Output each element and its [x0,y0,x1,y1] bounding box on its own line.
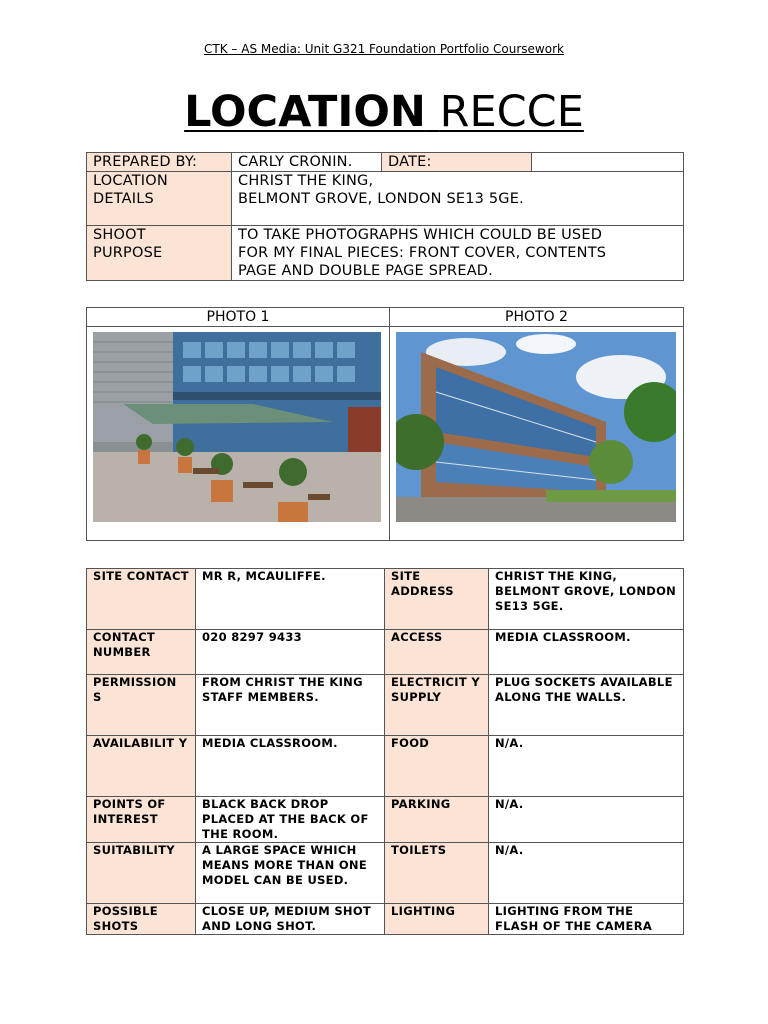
date-value [532,153,684,172]
site-contact-value: MR R, MCAULIFFE. [196,569,385,630]
lighting-value: LIGHTING FROM THE FLASH OF THE CAMERA [489,904,684,935]
permissions-value: FROM CHRIST THE KING STAFF MEMBERS. [196,675,385,736]
purpose-label-line: PURPOSE [93,245,163,261]
electricity-supply-value: PLUG SOCKETS AVAILABLE ALONG THE WALLS. [489,675,684,736]
points-of-interest-label: POINTS OF INTEREST [87,797,196,843]
points-of-interest-value: BLACK BACK DROP PLACED AT THE BACK OF THE ROOM. [196,797,385,843]
photo1-courtyard-image [93,332,381,522]
date-label: DATE: [382,153,532,172]
prepared-by-label: PREPARED BY: [87,153,232,172]
page-title [0,86,768,138]
purpose-line: PAGE AND DOUBLE PAGE SPREAD. [238,263,493,279]
prepared-by-value: CARLY CRONIN. [232,153,382,172]
food-value: N/A. [489,736,684,797]
parking-value: N/A. [489,797,684,843]
photo1-cell [87,327,390,541]
site-address-value: CHRIST THE KING, BELMONT GROVE, LONDON SE13 5GE. [489,569,684,630]
food-label: FOOD [385,736,489,797]
coursework-header: CTK – AS Media: Unit G321 Foundation Portfolio Coursework [204,42,564,56]
purpose-line: FOR MY FINAL PIECES: FRONT COVER, CONTENTS [238,245,607,261]
lighting-label: LIGHTING [385,904,489,935]
summary-table [86,152,684,281]
title-regular: RECCE [439,87,584,137]
location-details-label [87,172,232,226]
electricity-supply-label: ELECTRICIT Y SUPPLY [385,675,489,736]
title-bold: LOCATION [184,87,426,137]
photo2-heading: PHOTO 2 [390,308,684,327]
access-value: MEDIA CLASSROOM. [489,630,684,675]
permissions-label: PERMISSION S [87,675,196,736]
site-contact-label: SITE CONTACT [87,569,196,630]
purpose-label-line: SHOOT [93,227,146,243]
photo2-cell [390,327,684,541]
access-label: ACCESS [385,630,489,675]
suitability-label: SUITABILITY [87,843,196,904]
contact-number-label: CONTACT NUMBER [87,630,196,675]
suitability-value: A LARGE SPACE WHICH MEANS MORE THAN ONE MODEL CAN BE USED. [196,843,385,904]
location-line: CHRIST THE KING, [238,173,374,189]
parking-label: PARKING [385,797,489,843]
location-details-value [232,172,684,226]
shoot-purpose-value [232,226,684,281]
site-details-table [86,568,684,935]
toilets-value: N/A. [489,843,684,904]
photo2-building-image [396,332,676,522]
photo-table [86,307,684,541]
possible-shots-value: CLOSE UP, MEDIUM SHOT AND LONG SHOT. [196,904,385,935]
location-label-line: DETAILS [93,191,154,207]
availability-label: AVAILABILIT Y [87,736,196,797]
location-line: BELMONT GROVE, LONDON SE13 5GE. [238,191,524,207]
availability-value: MEDIA CLASSROOM. [196,736,385,797]
location-label-line: LOCATION [93,173,168,189]
site-address-label: SITE ADDRESS [385,569,489,630]
photo1-heading: PHOTO 1 [87,308,390,327]
contact-number-value: 020 8297 9433 [196,630,385,675]
purpose-line: TO TAKE PHOTOGRAPHS WHICH COULD BE USED [238,227,603,243]
toilets-label: TOILETS [385,843,489,904]
shoot-purpose-label [87,226,232,281]
possible-shots-label: POSSIBLE SHOTS [87,904,196,935]
